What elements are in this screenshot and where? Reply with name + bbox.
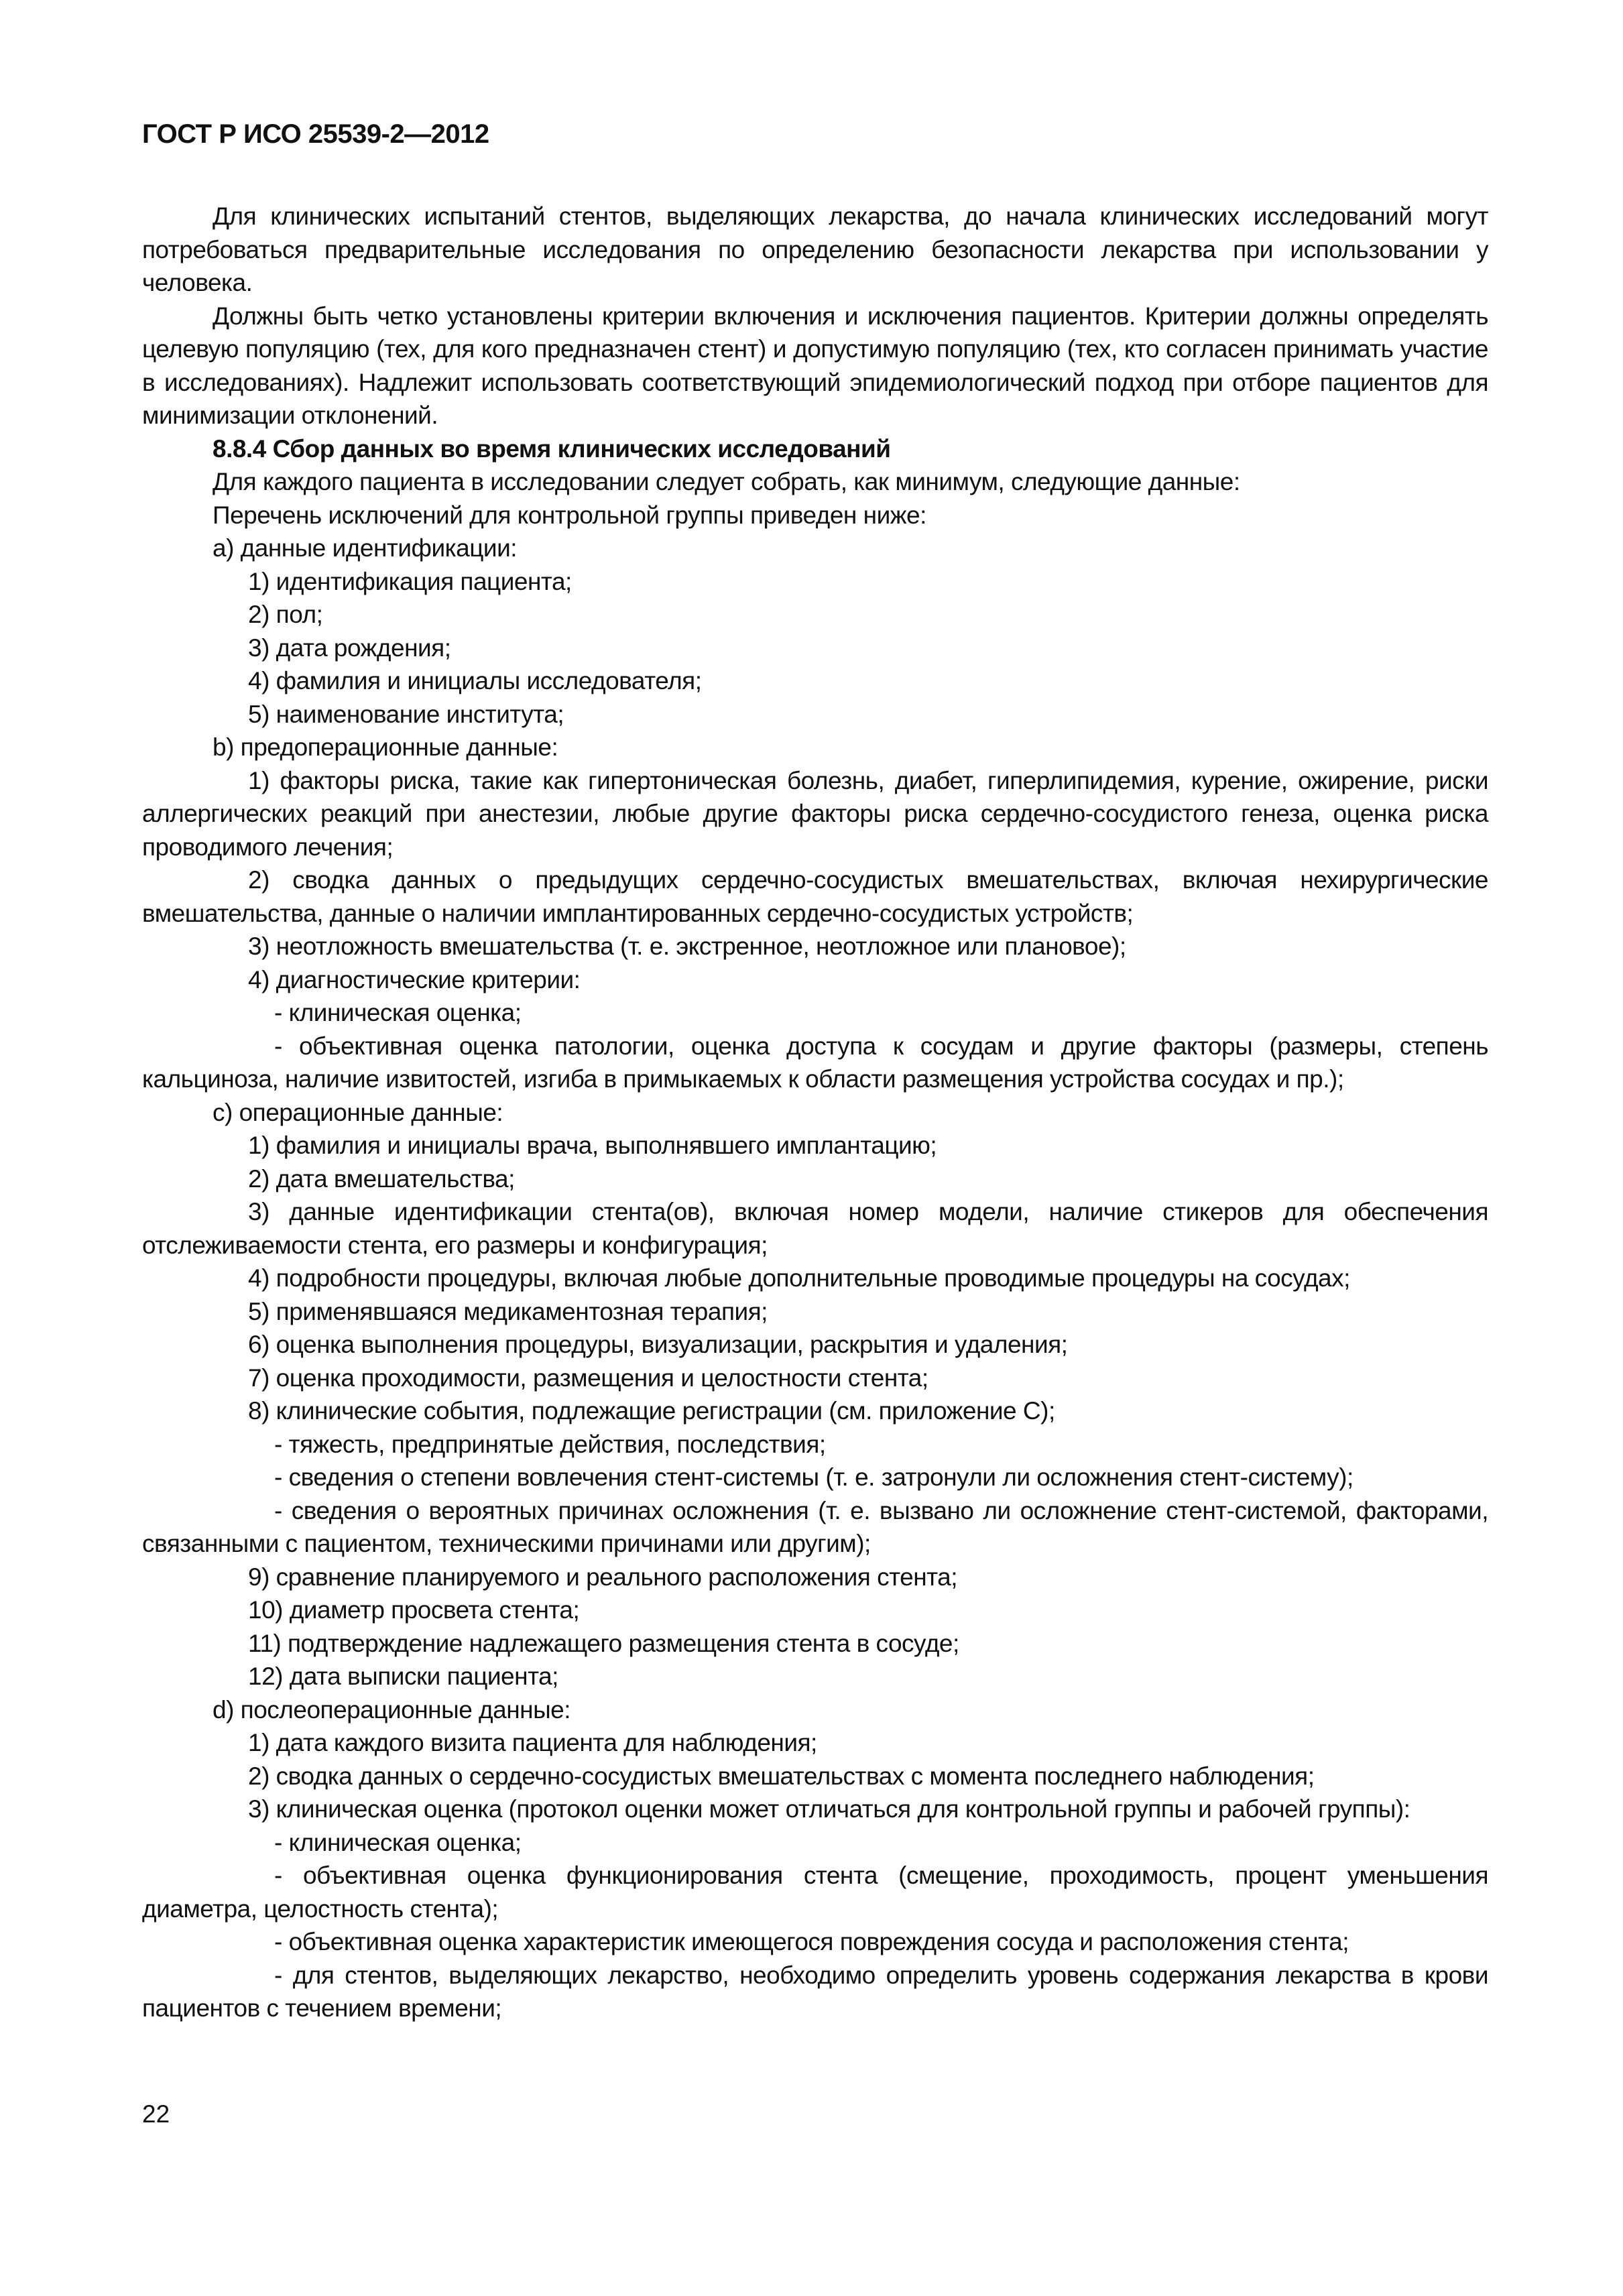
paragraph: 10) диаметр просвета стента;: [248, 1596, 580, 1624]
paragraph: 6) оценка выполнения процедуры, визуализации, раскрытия и удаления;: [248, 1331, 1068, 1358]
paragraph: 3) неотложность вмешательства (т. е. экстренное, неотложное или плановое);: [248, 932, 1126, 960]
paragraph: c) операционные данные:: [213, 1098, 503, 1126]
paragraph: 3) клиническая оценка (протокол оценки может отличаться для контрольной группы и рабочей группы):: [248, 1795, 1410, 1823]
paragraph: Для каждого пациента в исследовании следует собрать, как минимум, следующие данные:: [213, 468, 1240, 495]
paragraph: a) данные идентификации:: [213, 534, 518, 562]
section-heading: 8.8.4 Сбор данных во время клинических исследований: [213, 434, 891, 463]
paragraph: 9) сравнение планируемого и реального расположения стента;: [248, 1563, 958, 1591]
paragraph: b) предоперационные данные:: [213, 733, 558, 761]
paragraph: 8) клинические события, подлежащие регистрации (см. приложение С);: [248, 1397, 1055, 1425]
paragraph: 4) фамилия и инициалы исследователя;: [248, 667, 702, 694]
paragraph: 5) наименование института;: [248, 700, 564, 728]
document-body: [142, 200, 1488, 2025]
paragraph: - сведения о вероятных причинах осложнения (т. е. вызвано ли осложнение стент-системой, факторами, связанными с пациентом, техническими причинами или другим);: [142, 1496, 1488, 1557]
paragraph: 12) дата выписки пациента;: [248, 1663, 558, 1690]
paragraph: 1) дата каждого визита пациента для наблюдения;: [248, 1729, 817, 1756]
paragraph: 1) фамилия и инициалы врача, выполнявшего имплантацию;: [248, 1132, 937, 1159]
paragraph: 3) данные идентификации стента(ов), включая номер модели, наличие стикеров для обеспечения отслеживаемости стента, его размеры и конфигурация;: [142, 1198, 1488, 1259]
paragraph: - сведения о степени вовлечения стент-системы (т. е. затронули ли осложнения стент-систему);: [274, 1463, 1354, 1491]
paragraph: 3) дата рождения;: [248, 633, 451, 662]
page-header: ГОСТ Р ИСО 25539-2—2012: [142, 119, 489, 149]
paragraph: - клиническая оценка;: [274, 999, 522, 1026]
paragraph: 2) пол;: [248, 601, 323, 628]
paragraph: - тяжесть, предпринятые действия, последствия;: [274, 1430, 826, 1458]
paragraph: 2) сводка данных о сердечно-сосудистых вмешательствах с момента последнего наблюдения;: [248, 1762, 1315, 1790]
paragraph: 4) диагностические критерии:: [248, 965, 581, 993]
paragraph: - клиническая оценка;: [274, 1828, 522, 1856]
paragraph: 5) применявшаяся медикаментозная терапия;: [248, 1297, 768, 1325]
paragraph: - объективная оценка патологии, оценка доступа к сосудам и другие факторы (размеры, степень кальциноза, наличие извитостей, изгиба в примыкаемых к области размещения устройства сосудах и пр.);: [142, 1032, 1488, 1093]
paragraph: - для стентов, выделяющих лекарство, необходимо определить уровень содержания лекарства в крови пациентов с течением времени;: [142, 1961, 1488, 2022]
paragraph: 11) подтверждение надлежащего размещения стента в сосуде;: [248, 1629, 959, 1657]
paragraph: Перечень исключений для контрольной группы приведен ниже:: [213, 501, 926, 529]
paragraph: 2) сводка данных о предыдущих сердечно-сосудистых вмешательствах, включая нехирургические вмешательства, данные о наличии имплантированных сердечно-сосудистых устройств;: [142, 866, 1488, 927]
paragraph: 1) идентификация пациента;: [248, 567, 572, 595]
paragraph: 1) факторы риска, такие как гипертоническая болезнь, диабет, гиперлипидемия, курение, ожирение, риски аллергических реакций при анестезии, любые другие факторы риска сердечно-сосудистого генеза, оценка риска проводимого лечения;: [142, 766, 1488, 861]
paragraph: Должны быть четко установлены критерии включения и исключения пациентов. Критерии должны определять целевую популяцию (тех, для кого предназначен стент) и допустимую популяцию (тех, кто согласен принимать участие в исследованиях). Надлежит использовать соответствующий эпидемиологический подход при отборе пациентов для минимизации отклонений.: [142, 302, 1488, 429]
paragraph: d) послеоперационные данные:: [213, 1695, 571, 1724]
paragraph: 2) дата вмешательства;: [248, 1164, 515, 1193]
paragraph: 7) оценка проходимости, размещения и целостности стента;: [248, 1364, 928, 1392]
page-number: 22: [142, 2100, 170, 2128]
paragraph: 4) подробности процедуры, включая любые дополнительные проводимые процедуры на сосудах;: [248, 1264, 1350, 1292]
paragraph: Для клинических испытаний стентов, выделяющих лекарства, до начала клинических исследований могут потребоваться предварительные исследования по определению безопасности лекарства при использовании у человека.: [142, 202, 1488, 296]
paragraph: - объективная оценка функционирования стента (смещение, проходимость, процент уменьшения диаметра, целостность стента);: [142, 1862, 1488, 1923]
paragraph: - объективная оценка характеристик имеющегося повреждения сосуда и расположения стента;: [274, 1928, 1349, 1955]
